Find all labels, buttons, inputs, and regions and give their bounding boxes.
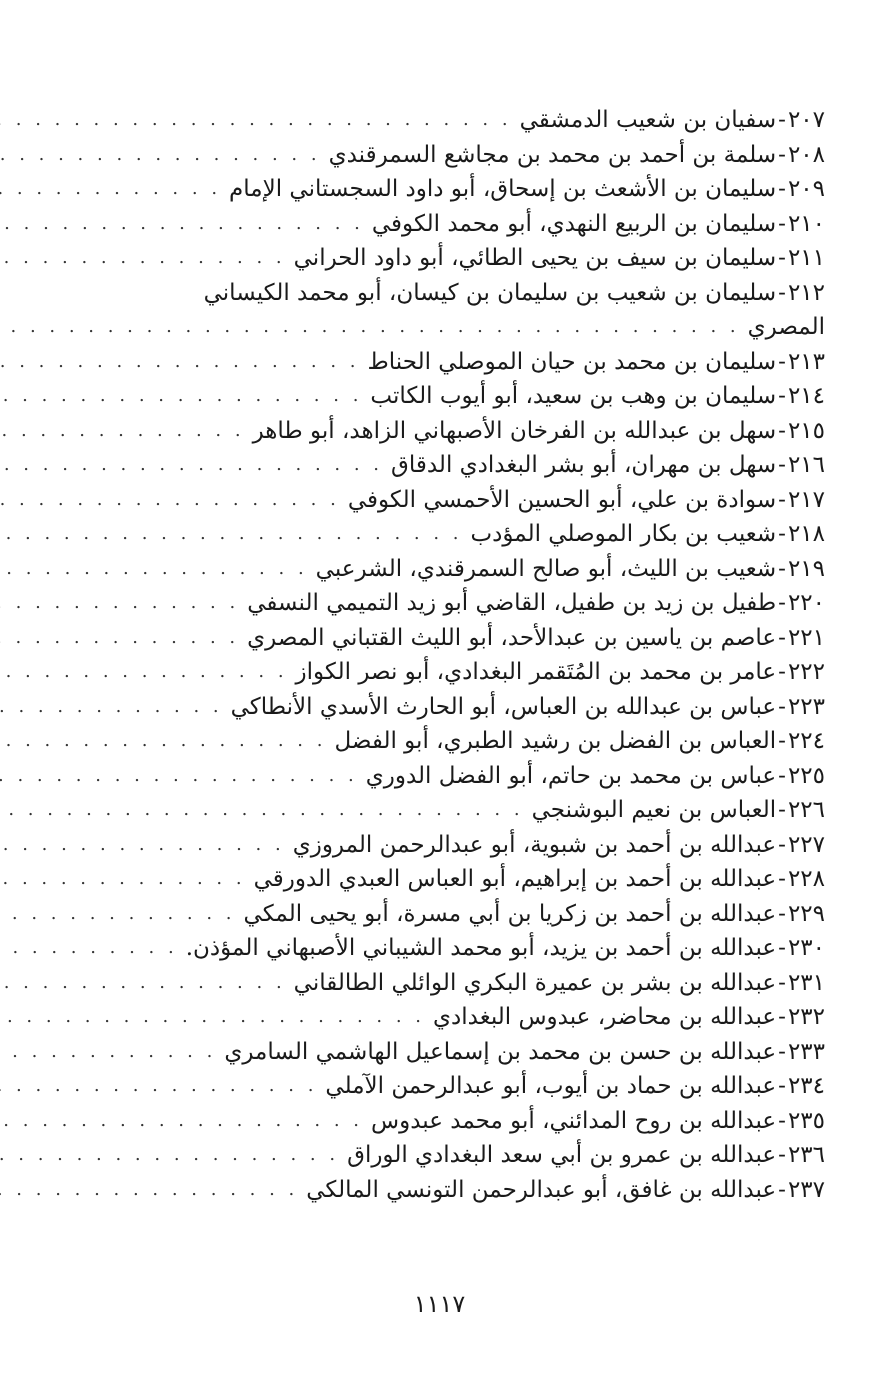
toc-entry [110,138,825,173]
entry-number: ٢٣٧ [787,1176,825,1203]
entry-dash: - [778,417,786,444]
dot-leader [0,1007,425,1027]
toc-entry [110,966,825,1001]
toc-entry [110,172,825,207]
toc-entry [110,379,825,414]
dot-leader [0,352,360,372]
entry-dash: - [778,245,786,271]
entry-dash: - [778,624,786,651]
entry-title: عاصم بن ياسين بن عبدالأحد، أبو الليث القتباني المصري [247,624,777,651]
entry-number: ٢١٩ [787,555,825,582]
dot-leader [0,869,246,889]
toc-entry [110,241,825,276]
entry-title: سليمان بن الأشعث بن إسحاق، أبو داود السجستاني الإمام [229,176,777,202]
toc-entry [110,621,825,656]
entry-number: ٢٣٦ [787,1142,825,1168]
dot-leader [0,662,288,682]
toc-entry [110,690,825,725]
entry-dash: - [778,141,786,168]
dot-leader [0,938,178,958]
dot-leader [0,179,221,199]
entry-dash: - [778,935,786,961]
toc-entry [110,862,825,897]
entry-title: عبدالله بن بشر بن عميرة البكري الوائلي الطالقاني [293,969,777,996]
dot-leader [0,800,524,820]
entry-number: ٢١٣ [787,348,825,375]
entry-title: طفيل بن زيد بن طفيل، القاضي أبو زيد التميمي النسفي [247,590,777,616]
toc-entry [110,345,825,380]
entry-title: عباس بن محمد بن حاتم، أبو الفضل الدوري [365,762,777,789]
dot-leader [0,835,285,855]
entry-number: ٢٣٣ [787,1038,825,1065]
dot-leader [0,697,223,717]
entry-dash: - [778,762,786,789]
entry-dash: - [778,969,786,996]
entry-dash: - [778,866,786,892]
dot-leader [0,455,383,475]
entry-dash: - [778,521,786,547]
entry-number: ٢٢١ [787,624,825,651]
entry-title: عبدالله بن غافق، أبو عبدالرحمن التونسي المالكي [306,1176,777,1203]
entry-dash: - [778,831,786,858]
entry-number: ٢٢٢ [787,659,825,685]
toc-entry [110,828,825,863]
entry-number: ٢٢٩ [787,900,825,927]
entry-number: ٢٣٠ [787,935,825,961]
toc-entry [110,759,825,794]
entry-title: شعيب بن بكار الموصلي المؤدب [470,521,777,547]
entry-title: سهل بن عبدالله بن الفرخان الأصبهاني الزاهد، أبو طاهر [252,417,777,444]
dot-leader [0,421,245,441]
entry-dash: - [778,383,786,409]
entry-title: العباس بن الفضل بن رشيد الطبري، أبو الفضل [334,728,777,754]
entry-title: عبدالله بن أحمد بن شبوية، أبو عبدالرحمن المروزي [292,831,777,858]
toc-entry [110,414,825,449]
dot-leader [0,214,364,234]
entry-title: عامر بن محمد بن المُتَقمر البغدادي، أبو نصر الكواز [295,659,777,685]
entry-title: عبدالله بن حماد بن أيوب، أبو عبدالرحمن الآملي [325,1073,777,1099]
entry-dash: - [778,1142,786,1168]
entry-dash: - [778,1038,786,1065]
entry-title: عبدالله بن عمرو بن أبي سعد البغدادي الوراق [347,1142,777,1168]
entry-dash: - [778,693,786,720]
toc-entry [110,793,825,828]
toc-entry [110,103,825,138]
toc-entry [110,483,825,518]
entry-title-continuation: المصري [747,314,825,340]
entry-title: سليمان بن الربيع النهدي، أبو محمد الكوفي [371,210,777,237]
dot-leader [0,1180,298,1200]
entry-dash: - [778,728,786,754]
entry-dash: - [778,555,786,582]
entry-number: ٢٢٦ [787,797,825,823]
entry-title: سهل بن مهران، أبو بشر البغدادي الدقاق [391,452,777,478]
entry-title: عباس بن عبدالله بن العباس، أبو الحارث الأسدي الأنطاكي [230,693,777,720]
toc-entry [110,1000,825,1035]
toc-entry [110,586,825,621]
toc-entry [110,655,825,690]
entry-title: عبدالله بن أحمد بن زكريا بن أبي مسرة، أبو يحيى المكي [243,900,777,927]
dot-leader [0,386,362,406]
entry-number: ٢١٨ [787,521,825,547]
entry-number: ٢٣١ [787,969,825,996]
entry-number: ٢٢٥ [787,762,825,789]
dot-leader [0,317,740,337]
toc-entry [110,448,825,483]
entry-title: سليمان بن سيف بن يحيى الطائي، أبو داود الحراني [293,245,777,271]
entry-number: ٢٣٥ [787,1107,825,1134]
toc-entry [110,724,825,759]
dot-leader [0,524,463,544]
entry-number: ٢١٦ [787,452,825,478]
entry-dash: - [778,452,786,478]
entry-number: ٢١٥ [787,417,825,444]
entry-dash: - [778,486,786,513]
toc-entry-continuation [110,310,825,345]
entry-title: العباس بن نعيم البوشنجي [531,797,777,823]
entry-dash: - [778,176,786,202]
toc-entry [110,276,825,311]
entry-title: سليمان بن محمد بن حيان الموصلي الحناط [367,348,777,375]
entry-number: ٢٢٣ [787,693,825,720]
entry-dash: - [778,279,786,306]
dot-leader [0,559,308,579]
dot-leader [0,490,340,510]
dot-leader [0,1042,216,1062]
dot-leader [0,904,236,924]
entry-title: سفيان بن شعيب الدمشقي [519,107,777,133]
entry-dash: - [778,107,786,133]
entry-dash: - [778,797,786,823]
dot-leader [0,731,326,751]
toc-entry [110,207,825,242]
entry-title: سوادة بن علي، أبو الحسين الأحمسي الكوفي [347,486,777,513]
entry-number: ٢٢٧ [787,831,825,858]
entry-title: سلمة بن أحمد بن محمد بن مجاشع السمرقندي [328,141,777,168]
toc-entry [110,897,825,932]
entry-number: ٢٣٢ [787,1004,825,1030]
entry-number: ٢١٢ [787,279,825,306]
entry-number: ٢٣٤ [787,1073,825,1099]
entry-dash: - [778,1176,786,1203]
entry-number: ٢٠٧ [787,107,825,133]
entry-dash: - [778,348,786,375]
dot-leader [0,593,239,613]
entry-title: عبدالله بن محاضر، عبدوس البغدادي [433,1004,777,1030]
entry-dash: - [778,1107,786,1134]
page-number: ١١١٧ [413,1290,466,1318]
entry-dash: - [778,1073,786,1099]
entry-number: ٢٢٤ [787,728,825,754]
entry-number: ٢٢٨ [787,866,825,892]
entry-number: ٢٢٠ [787,590,825,616]
entry-number: ٢١١ [787,245,825,271]
dot-leader [0,973,286,993]
toc-entry [110,1069,825,1104]
entry-number: ٢١٤ [787,383,825,409]
entry-number: ٢١٧ [787,486,825,513]
entry-dash: - [778,659,786,685]
toc-entry [110,931,825,966]
dot-leader [0,628,239,648]
entry-dash: - [778,590,786,616]
entry-title: عبدالله بن روح المدائني، أبو محمد عبدوس [371,1107,777,1134]
entry-title: سليمان بن وهب بن سعيد، أبو أيوب الكاتب [370,383,777,409]
dot-leader [0,248,286,268]
dot-leader [0,766,358,786]
table-of-contents [110,103,825,1207]
toc-entry [110,1173,825,1208]
entry-number: ٢١٠ [787,210,825,237]
dot-leader [0,1111,363,1131]
entry-dash: - [778,900,786,927]
entry-title: سليمان بن شعيب بن سليمان بن كيسان، أبو محمد الكيساني [203,279,777,306]
toc-entry [110,1138,825,1173]
toc-entry [110,1035,825,1070]
dot-leader [0,110,512,130]
entry-dash: - [778,210,786,237]
dot-leader [0,145,321,165]
entry-title: عبدالله بن أحمد بن إبراهيم، أبو العباس العبدي الدورقي [253,866,777,892]
entry-title: عبدالله بن حسن بن محمد بن إسماعيل الهاشمي السامري [224,1038,777,1065]
entry-number: ٢٠٩ [787,176,825,202]
toc-entry [110,1104,825,1139]
entry-number: ٢٠٨ [787,141,825,168]
entry-dash: - [778,1004,786,1030]
entry-title: شعيب بن الليث، أبو صالح السمرقندي، الشرعبي [315,555,777,582]
entry-title: عبدالله بن أحمد بن يزيد، أبو محمد الشيباني الأصبهاني المؤذن. [185,935,777,961]
dot-leader [0,1076,317,1096]
toc-entry [110,517,825,552]
dot-leader [0,1145,339,1165]
toc-entry [110,552,825,587]
